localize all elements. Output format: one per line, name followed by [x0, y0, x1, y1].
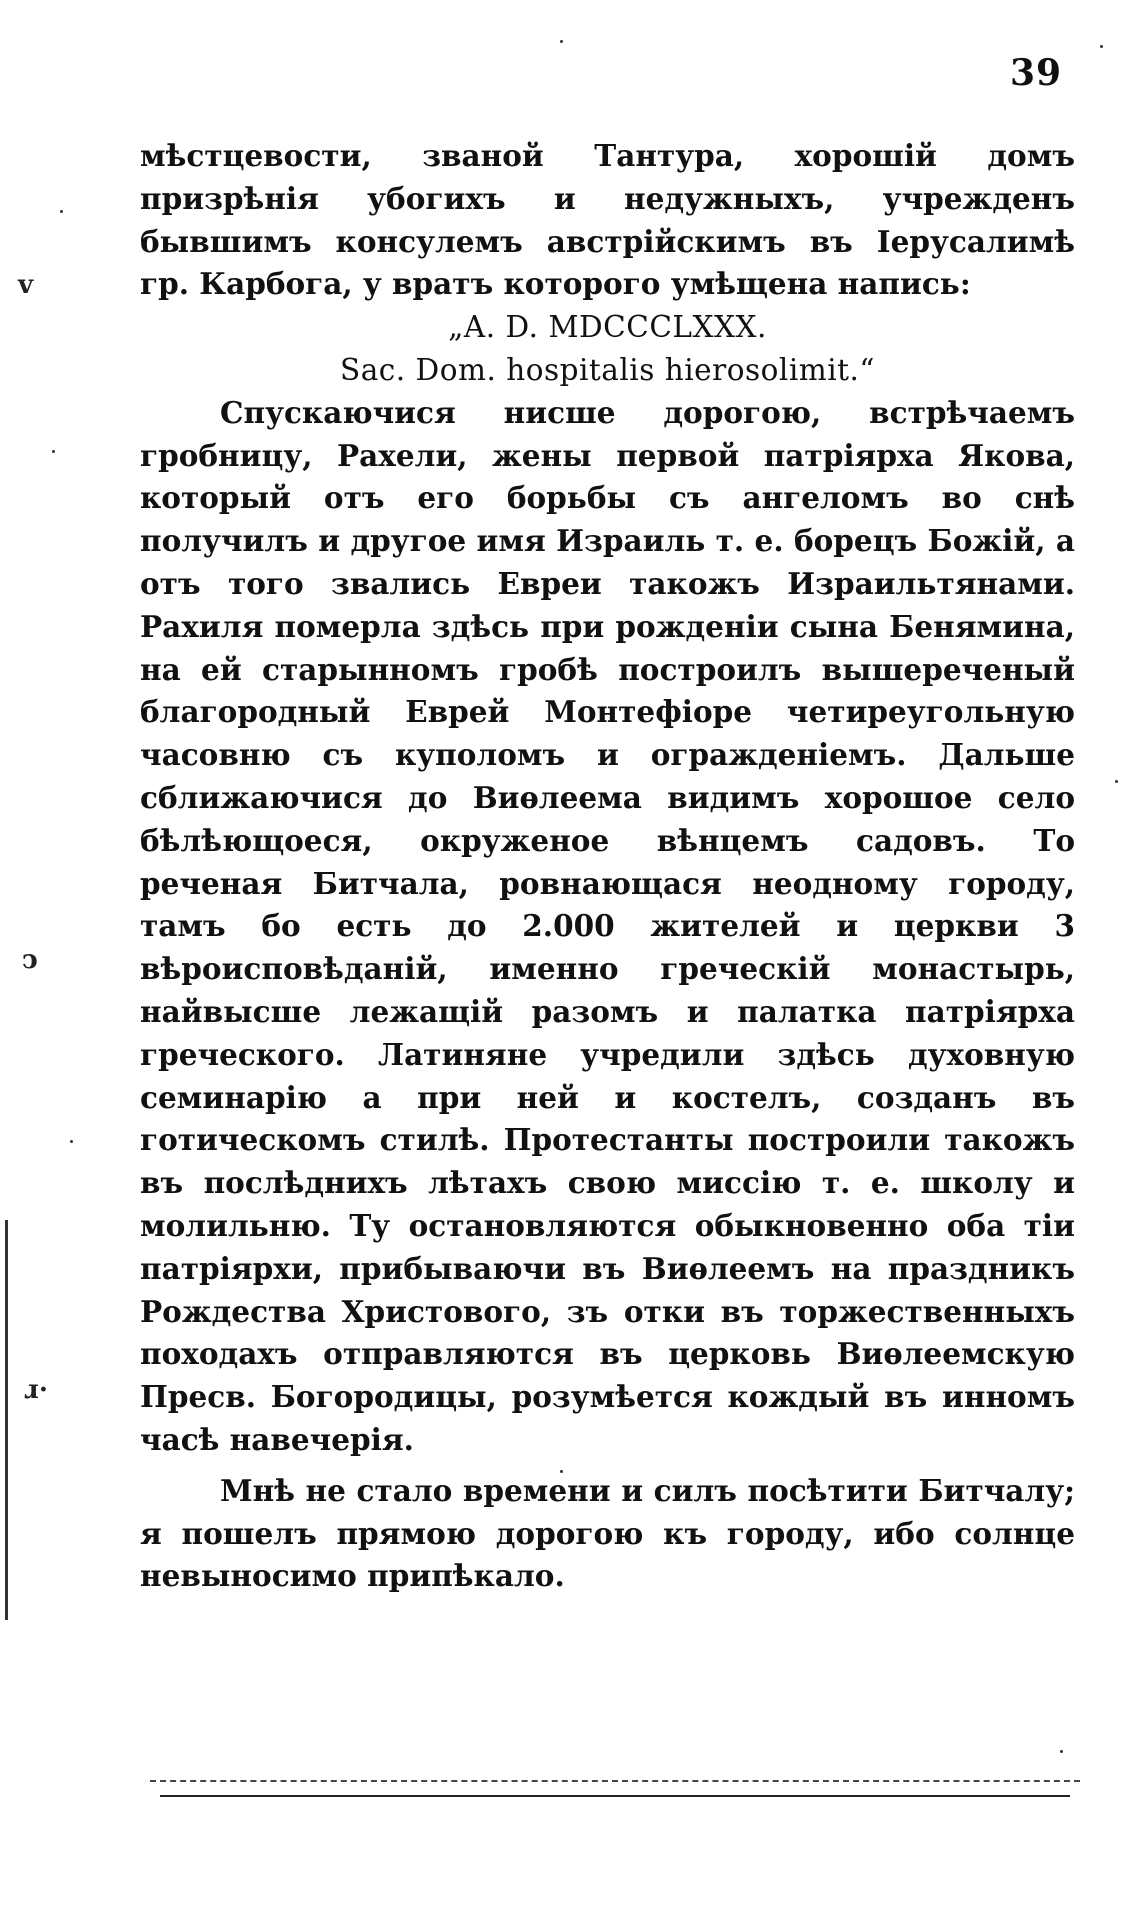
bottom-rule: [160, 1795, 1070, 1797]
scan-speckle: [560, 40, 563, 43]
paragraph-2: Спускаючися нисше дорогою, встрѣчаемъ гробницу, Рахели, жены первой патріярха Якова, который отъ его борьбы съ ангеломъ во снѣ получилъ и другое имя Израиль т. е. борецъ Божій, а отъ того звались Евреи такожъ Израильтянами. Рахиля померла здѣсь при рожденіи сына Бенямина, на ей старынномъ гробѣ построилъ вышереченый благородный Еврей Монтефіоре четиреугольную часовню съ куполомъ и огражденіемъ. Дальше сближаючися до Виѳлеема видимъ хорошое село бѣлѣющоеся, окруженое вѣнцемъ садовъ. То реченая Битчала, ровнающася неодному городу, тамъ бо есть до 2.000 жителей и церкви 3 вѣроисповѣданій, именно греческій монастырь, найвысше лежащій разомъ и палатка патріярха греческого. Латиняне учредили здѣсь духовную семинарію а при ней и костелъ, созданъ въ готическомъ стилѣ. Протестанты построили такожъ въ послѣднихъ лѣтахъ свою миссію т. е. школу и молильню. Ту остановляются обыкновенно оба тіи патріярхи, прибываючи въ Виѳлеемъ на праздникъ Рождества Христового, зъ отки въ торжественныхъ походахъ отправляются въ церковь Виѳлеемскую Пресв. Богородицы, розумѣется кождый въ инномъ часѣ навечерія.: [140, 394, 1075, 1457]
scan-speckle: [70, 1140, 73, 1143]
inscription: [140, 306, 1075, 392]
margin-mark: ⅴ: [18, 270, 34, 300]
scan-speckle: [52, 450, 55, 453]
page-number: 39: [1010, 52, 1063, 94]
margin-mark: ↄ: [22, 945, 38, 975]
scan-speckle: [60, 210, 63, 213]
inscription-line-2: Sac. Dom. hospitalis hierosolimit.“: [339, 352, 875, 387]
left-edge-scan-line: [5, 1220, 8, 1620]
paragraph-1: мѣстцевости, званой Тантура, хорошій домъ призрѣнія убогихъ и недужныхъ, учрежденъ бывшимъ консулемъ австрійскимъ въ Іерусалимѣ гр. Карбога, у вратъ которого умѣщена напись:: [140, 138, 1075, 302]
scan-speckle: [560, 1470, 563, 1473]
scan-speckle: [1100, 45, 1103, 48]
inscription-line-1: „A. D. MDCCCLXXX.: [448, 310, 767, 345]
margin-mark: ɹ·: [24, 1375, 48, 1405]
bottom-dashed-rule: [150, 1780, 1080, 1782]
body-text: [140, 135, 1075, 1598]
paragraph-3: Мнѣ не стало времени и силъ посѣтити Битчалу; я пошелъ прямою дорогою къ городу, ибо солнце невыносимо припѣкало.: [140, 1472, 1075, 1594]
scan-speckle: [1060, 1750, 1063, 1753]
scan-speckle: [1115, 780, 1118, 783]
